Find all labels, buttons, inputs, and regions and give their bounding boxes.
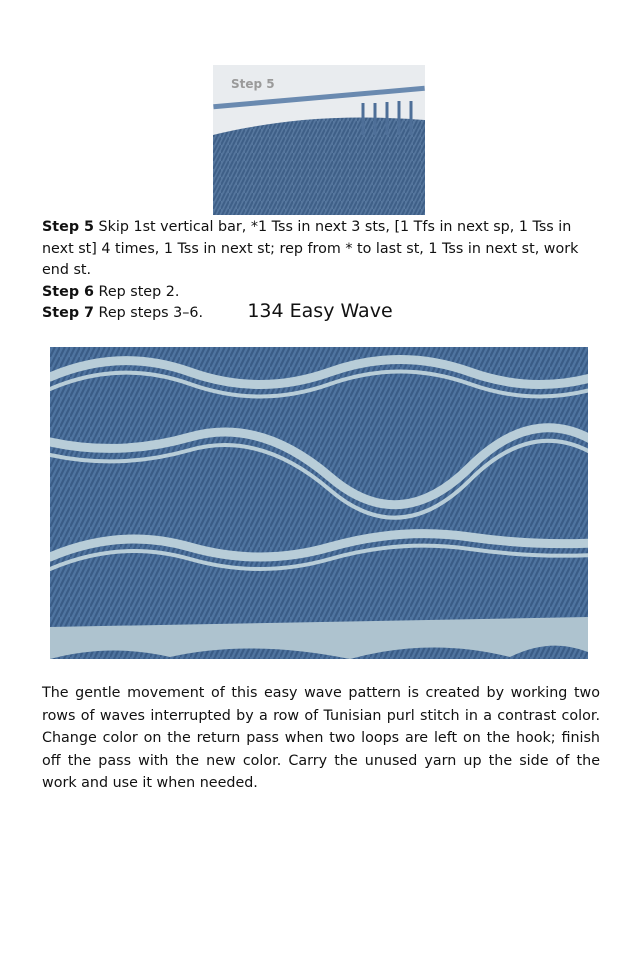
easy-wave-swatch-photo bbox=[50, 347, 588, 669]
step-5-photo bbox=[213, 65, 425, 215]
pattern-description: The gentle movement of this easy wave pattern is created by working two rows of waves interrupted by a row of Tunisian purl stitch in a contrast color. Change color on the return pass when two loops are left on the hook; finish off the pass with the new color. Carry the unused yarn up the side of the work and use it when needed. bbox=[42, 685, 600, 791]
photo-step-label: Step 5 bbox=[231, 77, 275, 91]
step-7: Step 7 Rep steps 3–6. bbox=[42, 305, 204, 321]
step-5: Step 5 Skip 1st vertical bar, *1 Tss in next 3 sts, [1 Tfs in next sp, 1 Tss in next st] 4 times, 1 Tss in next st; rep from * to last st, 1 Tss in next st, work end st. bbox=[42, 219, 579, 278]
step-6: Step 6 Rep step 2. bbox=[42, 283, 180, 300]
wave-swatch-image bbox=[50, 347, 588, 669]
section-title: 134 Easy Wave bbox=[247, 300, 393, 322]
